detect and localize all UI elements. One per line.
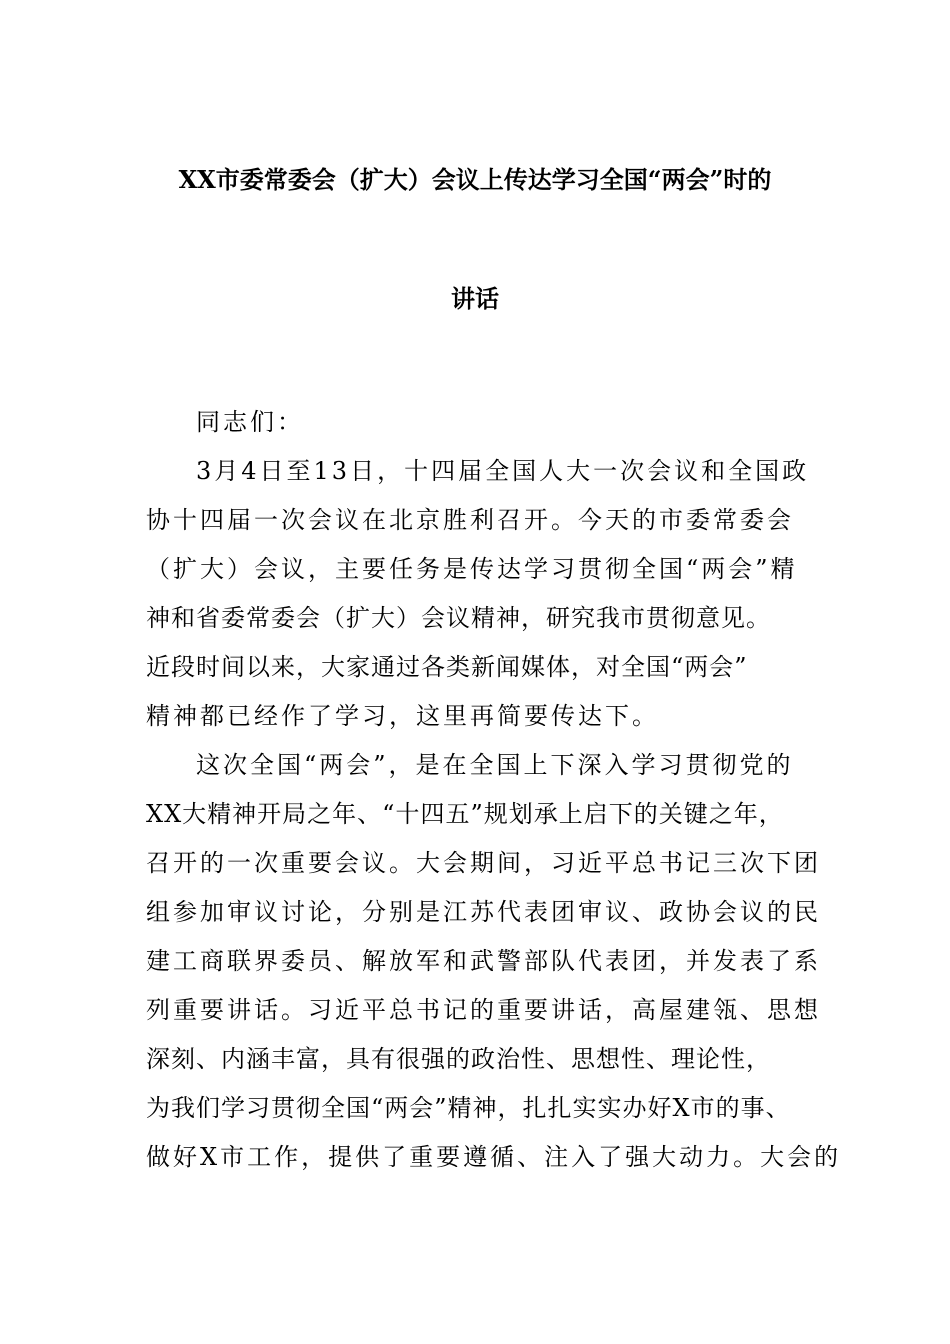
paragraph-line: 做好X市工作，提供了重要遵循、注入了强大动力。大会的 <box>146 1143 842 1171</box>
salutation: 同志们： <box>196 408 304 436</box>
paragraph-line: 协十四届一次会议在北京胜利召开。今天的市委常委会 <box>146 506 794 534</box>
paragraph-line: 组参加审议讨论，分别是江苏代表团审议、政协会议的民 <box>146 898 821 926</box>
paragraph-line: XX大精神开局之年、“十四五”规划承上启下的关键之年， <box>146 800 784 828</box>
paragraph-line: 这次全国“两会”，是在全国上下深入学习贯彻党的 <box>196 751 794 779</box>
paragraph-line: 建工商联界委员、解放军和武警部队代表团，并发表了系 <box>146 947 821 975</box>
paragraph-line: 神和省委常委会（扩大）会议精神，研究我市贯彻意见。 <box>146 604 771 632</box>
paragraph-line: 深刻、内涵丰富，具有很强的政治性、思想性、理论性， <box>146 1045 771 1073</box>
paragraph-1 <box>146 447 810 741</box>
paragraph-line: （扩大）会议，主要任务是传达学习贯彻全国“两会”精 <box>146 555 798 583</box>
salutation-block <box>146 398 806 447</box>
paragraph-line: 近段时间以来，大家通过各类新闻媒体，对全国“两会” <box>146 653 748 681</box>
paragraph-line: 精神都已经作了学习，这里再简要传达下。 <box>146 702 659 730</box>
paragraph-2 <box>146 741 842 1182</box>
paragraph-line: 为我们学习贯彻全国“两会”精神，扎扎实实办好X市的事、 <box>146 1094 791 1122</box>
document-title-line-1: XX市委常委会（扩大）会议上传达学习全国“两会”时的 <box>178 165 772 194</box>
document-title-line-2: 讲话 <box>451 284 499 313</box>
paragraph-line: 3月4日至13日，十四届全国人大一次会议和全国政 <box>196 457 810 485</box>
paragraph-line: 召开的一次重要会议。大会期间，习近平总书记三次下团 <box>146 849 821 877</box>
paragraph-line: 列重要讲话。习近平总书记的重要讲话，高屋建瓴、思想 <box>146 996 821 1024</box>
